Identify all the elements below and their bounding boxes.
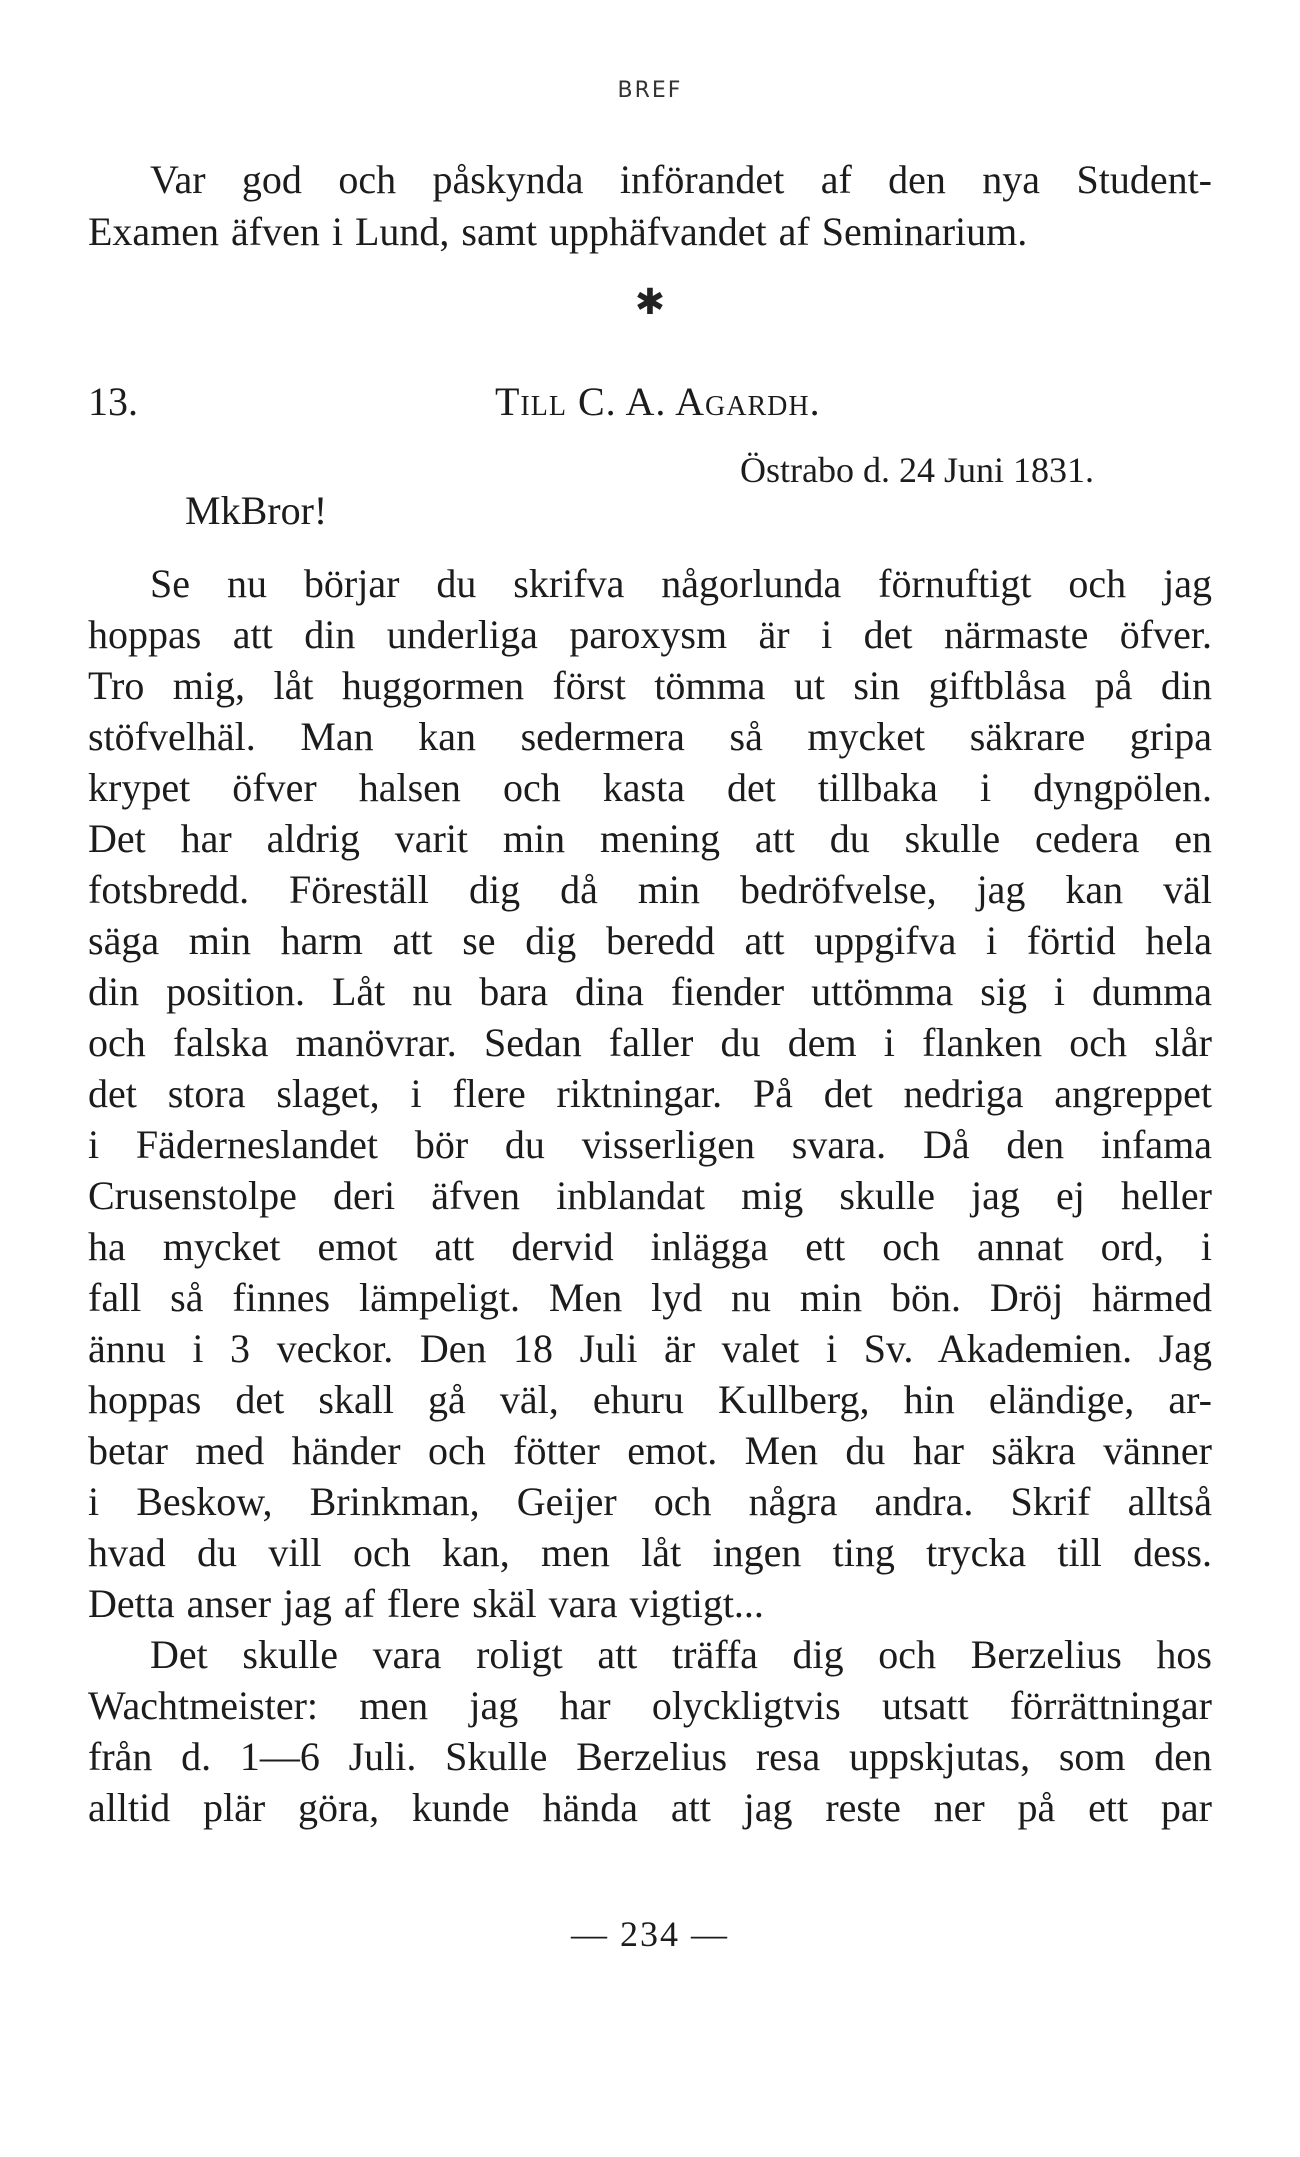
preceding-text-line: Examen äfven i Lund, samt upphäfvandet af Seminarium. — [88, 209, 1028, 254]
body-line: hoppas att din underliga paroxysm är i det närmaste öfver. — [88, 612, 1212, 657]
body-line: i Fäderneslandet bör du visserligen svara. Då den infama — [88, 1122, 1212, 1167]
body-line: säga min harm att se dig beredd att uppgifva i förtid hela — [88, 918, 1212, 963]
running-head: BREF — [617, 78, 683, 103]
body-line: Tro mig, låt huggormen först tömma ut sin giftblåsa på din — [88, 663, 1212, 708]
body-line: betar med händer och fötter emot. Men du har säkra vänner — [88, 1428, 1212, 1473]
letter-number: 13. — [88, 379, 138, 424]
body-line: Det skulle vara roligt att träffa dig och Berzelius hos — [150, 1632, 1212, 1677]
asterisk-separator: ✱ — [634, 282, 666, 322]
body-line: det stora slaget, i flere riktningar. På det nedriga angreppet — [88, 1071, 1212, 1116]
body-line: ha mycket emot att dervid inlägga ett och annat ord, i — [88, 1224, 1212, 1269]
body-line: Wachtmeister: men jag har olyckligtvis utsatt förrättningar — [88, 1683, 1212, 1728]
letter-dateline: Östrabo d. 24 Juni 1831. — [740, 450, 1094, 490]
preceding-text-line: Var god och påskynda införandet af den nya Student- — [150, 157, 1212, 202]
body-line: Se nu börjar du skrifva någorlunda förnuftigt och jag — [150, 561, 1212, 606]
body-line: stöfvelhäl. Man kan sedermera så mycket säkrare gripa — [88, 714, 1212, 759]
body-line: i Beskow, Brinkman, Geijer och några andra. Skrif alltså — [88, 1479, 1212, 1524]
letter-salutation: MkBror! — [185, 488, 328, 533]
body-line: ännu i 3 veckor. Den 18 Juli är valet i Sv. Akademien. Jag — [88, 1326, 1212, 1371]
body-line: krypet öfver halsen och kasta det tillbaka i dyngpölen. — [88, 765, 1212, 810]
letter-recipient-text: Till C. A. Agardh. — [495, 379, 821, 424]
body-line: Crusenstolpe deri äfven inblandat mig skulle jag ej heller — [88, 1173, 1212, 1218]
page-number: — 234 — — [571, 1914, 729, 1954]
body-line: hoppas det skall gå väl, ehuru Kullberg, hin eländige, ar- — [88, 1377, 1212, 1422]
body-line: alltid plär göra, kunde hända att jag reste ner på ett par — [88, 1785, 1212, 1830]
body-line: Det har aldrig varit min mening att du skulle cedera en — [88, 816, 1212, 861]
body-line: hvad du vill och kan, men låt ingen ting trycka till dess. — [88, 1530, 1212, 1575]
letter-recipient — [495, 376, 821, 428]
body-line: från d. 1—6 Juli. Skulle Berzelius resa uppskjutas, som den — [88, 1734, 1212, 1779]
body-line: Detta anser jag af flere skäl vara vigtigt... — [88, 1581, 764, 1626]
body-line: fotsbredd. Föreställ dig då min bedröfvelse, jag kan väl — [88, 867, 1212, 912]
body-line: fall så finnes lämpeligt. Men lyd nu min bön. Dröj härmed — [88, 1275, 1212, 1320]
body-line: din position. Låt nu bara dina fiender uttömma sig i dumma — [88, 969, 1212, 1014]
body-line: och falska manövrar. Sedan faller du dem i flanken och slår — [88, 1020, 1212, 1065]
